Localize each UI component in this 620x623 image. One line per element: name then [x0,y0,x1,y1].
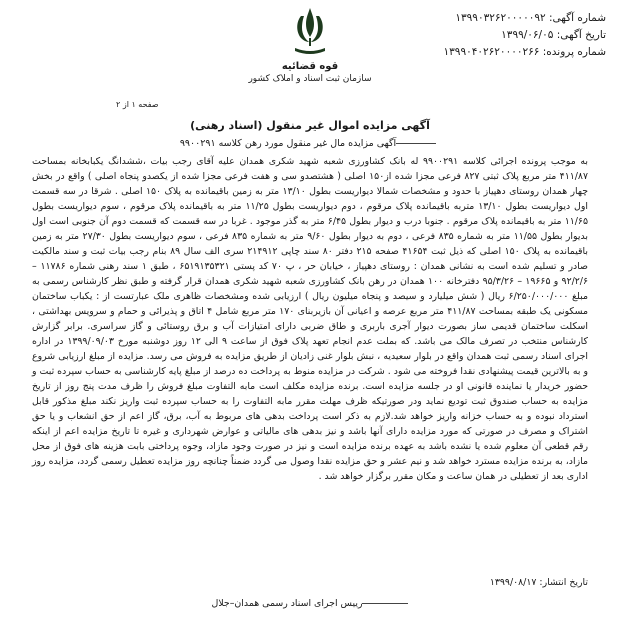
signature-rule [362,603,408,604]
publish-date-label: تاریخ انتشار: [539,577,588,588]
publish-date-value: ۱۳۹۹/۰۸/۱۷ [489,577,537,588]
notice-number-value: ۱۳۹۹۰۳۲۶۲۰۰۰۰۰۹۲ [455,12,546,24]
publish-date [490,577,588,588]
registry-organization-label: سازمان ثبت اسناد و املاک کشور [248,74,372,84]
notice-date-row [356,27,606,44]
document-title: آگهی مزایده اموال غیر منقول (اسناد رهنی) [190,119,430,132]
notice-body: به موجب پرونده اجرائی کلاسه ۹۹۰۰۲۹۱ له بانک کشاورزی شعبه شهید شکری همدان علیه آقای رجب بیات ،ششدانگ یکبابخانه بمساحت ۴۱۱/۸۷ متر مربع پلاک ثبتی ۸۲۷ فرعی مجزا شده از۱۵۰ اصلی ( هشتصدو سی و هفت فرعی مجزا شده از یکصدو پنجاه اصلی ) واقع در بخش چهار همدان روستای دهپیاز با حدود و مشخصات شمالا دیواریست بطول ۱۳/۱۰ متر به زمین باقیمانده به پلاک ۱۵۰ اصلی . شرقا در سه قسمت اول دیواریست بطول ۱۳/۱۰ متربه باقیمانده پلاک مرقوم ، دوم دیواریست بطول ۱۱/۲۵ متر به باقیمانده پلاک مرقوم ، سوم دیواریست بطول ۱۱/۶۵ متر به باقیمانده پلاک مرقوم . جنوبا درب و دیوار بطول ۶/۴۵ متر به گذر موجود . غربا در سه قسمت که قسمت دوم آن جنوبی است اول بدیوار بطول ۱۱/۵۵ متر به شماره ۸۳۵ فرعی ، دوم به دیوار بطول ۹/۶۰ متر به شماره ۸۳۵ فرعی ، سوم دیواریست بطول ۲۷/۳۰ متر به زمین باقیمانده به پلاک ۱۵۰ اصلی که ذیل ثبت ۴۱۶۵۴ صفحه ۲۱۵ دفتر ۸۰ سند چاپی ۲۱۴۹۱۲ سری الف سال ۸۹ بنام رجب بیات ثبت و سند مالکیت صادر و تسلیم شده است به نشانی همدان : روستای دهپیاز ، خیابان حر ، پ ۷۰ کد پستی ۶۵۱۹۱۳۵۳۲۱ ، طبق ۱ سند رهنی شماره ۱۱۷۸۶ – ۹۲/۲/۶ و ۱۹۶۶۵ – ۹۵/۳/۲۶ دفترخانه ۱۰۰ همدان در رهن بانک کشاورزی شعبه شهید شکری همدان قرار گرفته و طبق نظر کارشناس رسمی به مبلغ ۶/۲۵۰/۰۰۰/۰۰۰ ریال ( شش میلیارد و سیصد و پنجاه میلیون ریال ) ارزیابی شده ومشخصات ظاهری ملک عبارتست از : یکباب ساختمان مسکونی یک طبقه بمساحت ۴۱۱/۸۷ متر مربع عرصه و اعیانی آن بازیربنای ۱۷۰ متر مربع شامل ۴ اتاق و پذیرائی و حمام و سرویس بهداشتی ، اسکلت ساختمان قدیمی ساز بصورت دیوار آجری باربری و طاق ضربی دارای امتیازات آب و برق روستائی و گاز سراسری. برابر گزارش کارشناس منتخب در تصرف مالک می باشد. که بملت عدم انجام تعهد پلاک فوق از ساعت ۹ الی ۱۲ روز دوشنبه مورخ ۱۳۹۹/۰۹/۰۳ در اداره اجرای اسناد رسمی ثبت همدان واقع در بلوار سعیدیه ، نبش بلوار غنی زادیان از طریق مزایده به فروش می رسد. مزایده از مبلغ ارزیابی شروع و به بالاترین قیمت پیشنهادی نقدا فروخته می شود . شرکت در مزایده منوط به پرداخت ده درصد از مبلغ پایه کارشناسی به حساب سپرده ثبت و حضور خریدار یا نماینده قانونی او در جلسه مزایده است. برنده مزایده مکلف است مابه التفاوت مبلغ فروش را ظرف مدت پنج روز از تاریخ مزایده به حساب صندوق ثبت تودیع نماید ودر صورتیکه ظرف مهلت مقرر مابه التفاوت را به حساب سپرده ثبت واریز نکند مبلغ مذکور قابل استرداد نبوده و به حساب خزانه واریز خواهد شد.لازم به ذکر است پرداخت بدهی های مربوط به آب، برق، گاز اعم از حق انشعاب و یا حق اشتراک و مصرف در صورتی که مورد مزایده دارای آنها باشد و نیز بدهی های مالیاتی و عوارض شهرداری و غیره تا تاریخ مزایده اعم از اینکه رقم قطعی آن معلوم شده یا نشده باشد به عهده برنده مزایده است و نیز در صورت وجود مازاد، وجوه پرداختی بابت هزینه های فوق از محل مازاد، به برنده مزایده مسترد خواهد شد و نیم عشر و حق مزایده نقدا وصول می گردد ضمناً چنانچه روز مزایده تعطیل رسمی گردد، مزایده روز اداری بعد از تعطیلی در همان ساعت و مکان مقرر برگزار خواهد شد . [32,156,589,482]
document-subtitle [0,138,620,149]
page-indicator: صفحه ۱ از ۲ [116,100,159,109]
subtitle-rule [396,143,436,144]
file-number-row [356,44,606,61]
signature-line [0,598,620,609]
notice-meta [356,10,606,61]
subtitle-text: آگهی مزایده مال غیر منقول مورد رهن کلاسه ۹۹۰۰۲۹۱ [179,138,397,149]
file-number-value: ۱۳۹۹۰۴۰۲۶۲۰۰۰۰۲۶۶ [443,46,540,58]
notice-number-label: شماره آگهی: [548,12,606,24]
emblem-icon [287,4,333,60]
organization-name [230,60,390,85]
judiciary-label: قوه قضائیه [281,61,339,72]
notice-date-label: تاریخ آگهی: [556,29,606,41]
notice-number-row [356,10,606,27]
notice-date-value: ۱۳۹۹/۰۶/۰۵ [501,29,554,41]
signature-text: رییس اجرای اسناد رسمی همدان–جلال [211,598,363,609]
file-number-label: شماره پرونده: [542,46,606,58]
